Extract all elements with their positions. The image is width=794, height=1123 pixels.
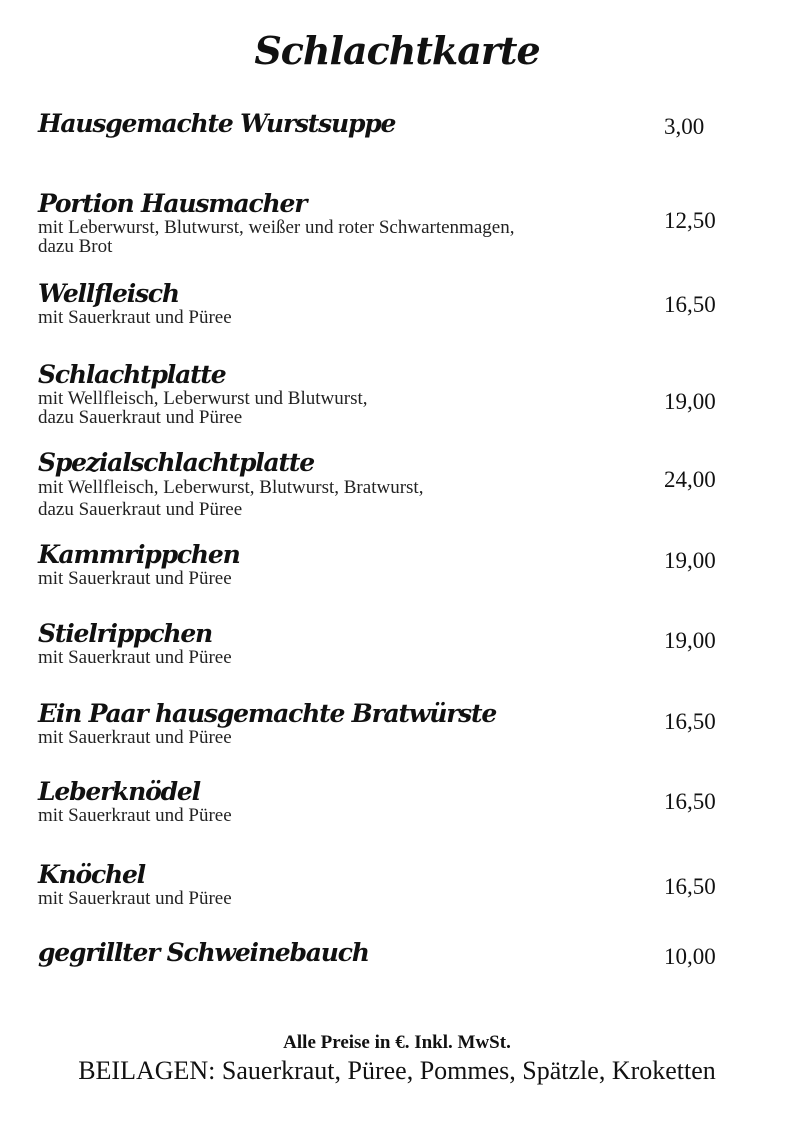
menu-item-description: mit Sauerkraut und Püree <box>38 727 232 748</box>
menu-item-name: Hausgemachte Wurstsuppe <box>38 109 396 138</box>
menu-item-knoechel <box>38 861 598 908</box>
side-dishes: BEILAGEN: Sauerkraut, Püree, Pommes, Spätzle, Kroketten <box>78 1056 716 1085</box>
menu-item-kammrippchen <box>38 541 598 588</box>
menu-item-price: 16,50 <box>664 874 716 899</box>
menu-item-name: Schlachtplatte <box>38 360 226 389</box>
menu-item-wellfleisch <box>38 280 598 327</box>
menu-item-name: Leberknödel <box>38 777 200 806</box>
menu-item-price: 16,50 <box>664 292 716 317</box>
menu-item-name: Stielrippchen <box>38 619 213 648</box>
menu-item-name: Kammrippchen <box>38 540 240 569</box>
menu-item-description: mit Wellfleisch, Leberwurst und Blutwurst, dazu Sauerkraut und Püree <box>38 388 368 428</box>
menu-item-schlachtplatte <box>38 361 598 427</box>
menu-item-name: Spezialschlachtplatte <box>38 448 314 477</box>
menu-item-description: mit Leberwurst, Blutwurst, weißer und roter Schwartenmagen, dazu Brot <box>38 217 515 257</box>
menu-item-price: 12,50 <box>664 208 716 233</box>
menu-item-description: mit Sauerkraut und Püree <box>38 647 232 668</box>
menu-item-description: mit Sauerkraut und Püree <box>38 805 232 826</box>
menu-item-stielrippchen <box>38 620 598 667</box>
menu-item-price: 16,50 <box>664 789 716 814</box>
menu-item-price: 24,00 <box>664 467 716 492</box>
menu-item-name: Wellfleisch <box>38 279 179 308</box>
menu-item-price: 3,00 <box>664 114 705 139</box>
menu-item-price: 16,50 <box>664 709 716 734</box>
menu-item-name: gegrillter Schweinebauch <box>38 938 369 967</box>
menu-item-leberknoedel <box>38 778 598 825</box>
menu-item-price: 19,00 <box>664 628 716 653</box>
menu-item-name: Portion Hausmacher <box>38 189 307 218</box>
menu-item-bratwuerste <box>38 700 598 747</box>
menu-item-spezialschlachtplatte <box>38 449 598 521</box>
menu-title: Schlachtkarte <box>254 28 540 73</box>
menu-item-price: 19,00 <box>664 548 716 573</box>
menu-item-description: mit Sauerkraut und Püree <box>38 307 232 328</box>
menu-item-name: Ein Paar hausgemachte Bratwürste <box>38 699 497 728</box>
price-note: Alle Preise in €. Inkl. MwSt. <box>283 1032 511 1053</box>
menu-item-description: mit Sauerkraut und Püree <box>38 568 232 589</box>
menu-item-name: Knöchel <box>38 860 145 889</box>
menu-item-wurstsuppe <box>38 110 598 138</box>
menu-item-description: mit Wellfleisch, Leberwurst, Blutwurst, Bratwurst, dazu Sauerkraut und Püree <box>38 477 424 520</box>
menu-item-price: 19,00 <box>664 389 716 414</box>
menu-item-description: mit Sauerkraut und Püree <box>38 888 232 909</box>
menu-item-schweinebauch <box>38 939 598 967</box>
menu-item-price: 10,00 <box>664 944 716 969</box>
menu-item-portion-hausmacher <box>38 190 598 256</box>
